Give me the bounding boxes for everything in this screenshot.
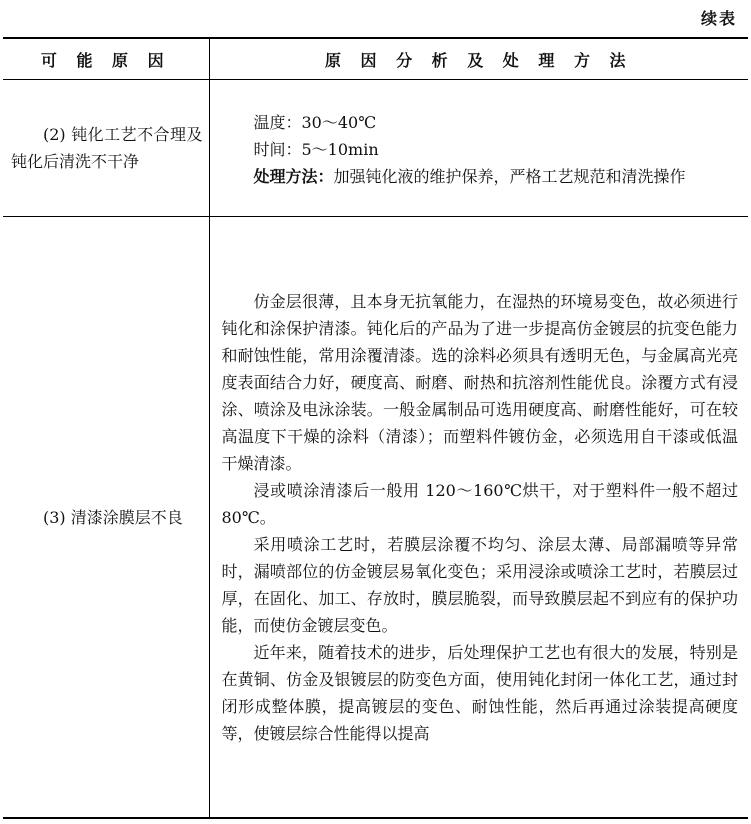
- header-analysis-method: 原 因 分 析 及 处 理 方 法: [209, 38, 748, 80]
- continued-label: 续表: [700, 9, 737, 28]
- cause-text: (3) 清漆涂膜层不良: [43, 507, 183, 527]
- analysis-paragraph: 近年来，随着技术的进步，后处理保护工艺也有很大的发展，特别是在黄铜、仿金及银镀层的防变色方面，使用钝化封闭一体化工艺，通过封闭形成整体膜，提高镀层的变色、耐蚀性能，然后再通过涂装提高硬度等，使镀层综合性能得以提高: [221, 642, 738, 743]
- method-line: [222, 163, 739, 190]
- cause-analysis-table: [3, 37, 748, 819]
- analysis-cell: [209, 217, 748, 819]
- table-header-row: [3, 38, 748, 80]
- analysis-paragraph: 采用喷涂工艺时，若膜层涂覆不均匀、涂层太薄、局部漏喷等异常时，漏喷部位的仿金镀层易氧化变色；采用浸涂或喷涂工艺时，若膜层过厚，在固化、加工、存放时，膜层脆裂，而导致膜层起不到应有的保护功能，而使仿金镀层变色。: [221, 534, 738, 635]
- cause-cell: [3, 217, 209, 819]
- analysis-paragraph: 浸或喷涂清漆后一般用 120～160℃烘干，对于塑料件一般不超过 80℃。: [221, 480, 738, 527]
- table-row: [3, 217, 748, 819]
- table-row: [3, 80, 748, 217]
- time-line: 时间：5～10min: [253, 139, 379, 159]
- analysis-cell: [209, 80, 748, 217]
- analysis-paragraph: 仿金层很薄，且本身无抗氧能力，在湿热的环境易变色，故必须进行钝化和涂保护清漆。钝化后的产品为了进一步提高仿金镀层的抗变色能力和耐蚀性能，常用涂覆清漆。选的涂料必须具有透明无色，与金属高光亮度表面结合力好，硬度高、耐磨、耐热和抗溶剂性能优良。涂覆方式有浸涂、喷涂及电泳涂装。一般金属制品可选用硬度高、耐磨性能好，可在较高温度下干燥的涂料（清漆）；而塑料件镀仿金，必须选用自干漆或低温干燥清漆。: [221, 291, 738, 473]
- cause-cell: [3, 80, 209, 217]
- cause-text: (2) 钝化工艺不合理及钝化后清洗不干净: [11, 125, 203, 171]
- temperature-line: 温度：30～40℃: [253, 112, 377, 132]
- method-text: 加强钝化液的维护保养，严格工艺规范和清洗操作: [333, 166, 686, 186]
- header-possible-cause: 可 能 原 因: [3, 38, 209, 80]
- method-label: 处理方法：: [253, 166, 334, 186]
